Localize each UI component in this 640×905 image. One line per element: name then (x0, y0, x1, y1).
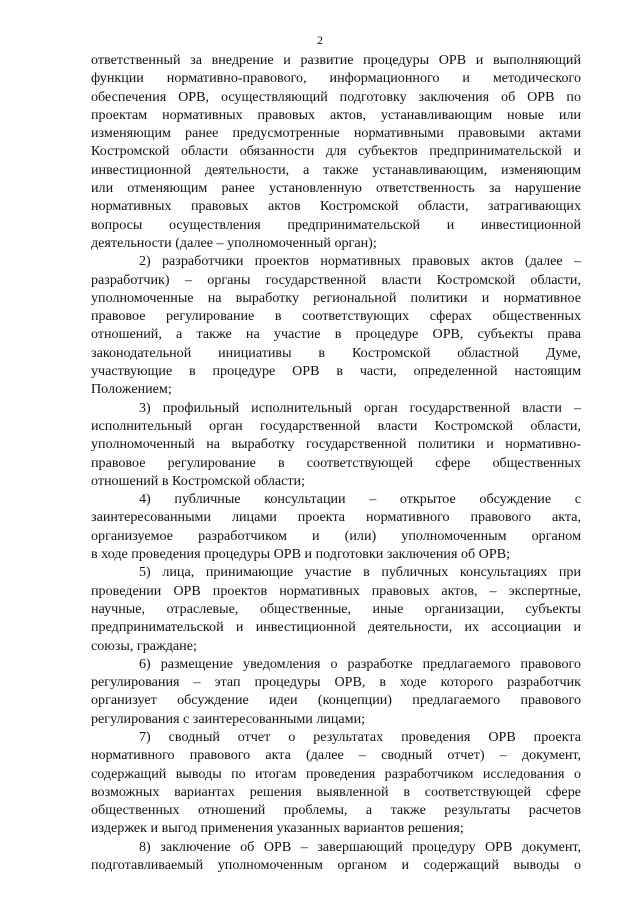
text-line: регулирования с заинтересованными лицами; (91, 710, 366, 727)
text-line: содержащий выводы по итогам проведения разработчиком исследования о (91, 765, 581, 782)
text-line: нормативного правового акта (далее – сводный отчет) – документ, (91, 747, 581, 764)
text-line: отношений, а также на участие в процедуре ОРВ, субъекты права (91, 326, 581, 343)
page-number: 2 (317, 33, 323, 47)
text-line: издержек и выгод применения указанных вариантов решения; (91, 820, 464, 837)
text-line: отношений в Костромской области; (91, 472, 305, 489)
text-line: ответственный за внедрение и развитие процедуры ОРВ и выполняющий (91, 52, 581, 68)
text-line: законодательной инициативы в Костромской областной Думе, (91, 344, 581, 361)
text-line: возможных вариантах решения выявленной в соответствующей сфере (91, 783, 581, 800)
text-line: 6) размещение уведомления о разработке предлагаемого правового (139, 655, 581, 672)
text-line: обеспечения ОРВ, осуществляющий подготовку заключения об ОРВ по (91, 88, 581, 105)
text-line: предпринимательской и инвестиционной деятельности, их ассоциации и (91, 619, 581, 636)
text-line: 7) сводный отчет о результатах проведения ОРВ проекта (139, 728, 581, 745)
text-line: 8) заключение об ОРВ – завершающий процедуру ОРВ документ, (139, 838, 581, 855)
text-line: организуемое разработчиком и (или) уполномоченным органом (91, 527, 581, 544)
text-line: деятельности (далее – уполномоченный орган); (91, 234, 377, 251)
text-line: 5) лица, принимающие участие в публичных консультациях при (139, 564, 581, 581)
document-body (91, 51, 581, 874)
text-line: 4) публичные консультации – открытое обсуждение с (139, 491, 581, 508)
text-line: союзы, граждане; (91, 637, 197, 654)
text-line: правовое регулирование в соответствующих сферах общественных (91, 308, 581, 325)
text-line: уполномоченный на выработку государственной политики и нормативно- (91, 436, 581, 453)
text-line: нормативных правовых актов Костромской области, затрагивающих (91, 198, 581, 215)
text-line: в ходе проведения процедуры ОРВ и подготовки заключения об ОРВ; (91, 546, 511, 563)
text-line: подготавливаемый уполномоченным органом и содержащий выводы о (91, 857, 581, 874)
text-line: инвестиционной деятельности, а также устанавливающим, изменяющим (91, 161, 581, 178)
text-line: уполномоченные на выработку региональной политики и нормативное (91, 289, 581, 306)
text-line: правовое регулирование в соответствующей сфере общественных (91, 454, 581, 471)
text-line: проектам нормативных правовых актов, устанавливающим новые или (91, 106, 581, 123)
text-line: или отменяющим ранее установленную ответственность за нарушение (91, 180, 581, 197)
text-line: 2) разработчики проектов нормативных правовых актов (далее – (139, 253, 581, 270)
text-line: исполнительный орган государственной власти Костромской области, (91, 417, 581, 434)
text-line: Костромской области обязанности для субъектов предпринимательской и (91, 143, 581, 160)
text-line: функции нормативно-правового, информационного и методического (91, 70, 581, 87)
text-line: вопросы осуществления предпринимательской и инвестиционной (91, 216, 581, 233)
text-line: регулирования – этап процедуры ОРВ, в ходе которого разработчик (91, 674, 581, 691)
text-line: общественных отношений проблемы, а также результаты расчетов (91, 802, 581, 819)
text-line: участвующие в процедуре ОРВ в части, определенной настоящим (91, 363, 581, 380)
text-line: Положением; (91, 381, 172, 398)
text-line: разработчик) – органы государственной власти Костромской области, (91, 271, 581, 288)
text-line: проведении ОРВ проектов нормативных правовых актов, – экспертные, (91, 582, 581, 599)
text-line: заинтересованными лицами проекта нормативного правового акта, (91, 509, 581, 526)
text-line: изменяющим ранее предусмотренные нормативными правовыми актами (91, 125, 581, 142)
text-line: научные, отраслевые, общественные, иные организации, субъекты (91, 600, 581, 617)
text-line: 3) профильный исполнительный орган государственной власти – (139, 399, 581, 416)
text-line: организует обсуждение идеи (концепции) предлагаемого правового (91, 692, 581, 709)
